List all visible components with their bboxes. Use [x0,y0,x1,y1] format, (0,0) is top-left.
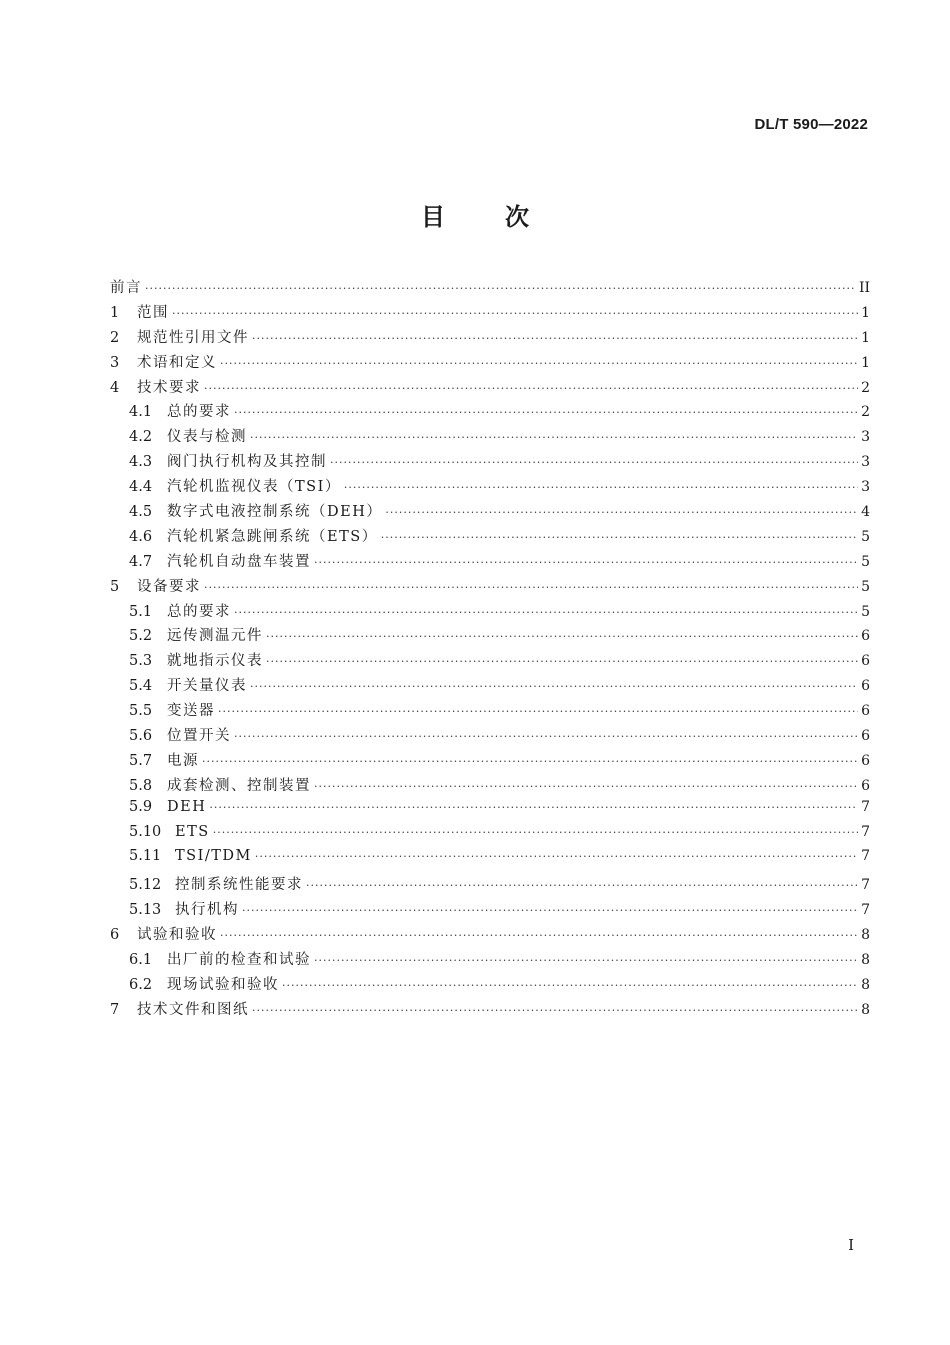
toc-entry-number: 6 [110,927,120,944]
toc-entry-label: 远传测温元件 [167,628,263,645]
dot-leader [218,705,858,718]
toc-entry-page: 3 [861,454,870,471]
toc-entry-page: 8 [861,952,870,969]
toc-entry[interactable] [110,898,870,923]
toc-entry-label: 执行机构 [175,902,239,919]
toc-entry-number: 5.2 [129,628,153,645]
toc-entry[interactable] [110,500,870,525]
toc-entry-label: 成套检测、控制装置 [167,777,311,794]
toc-entry-page: 8 [861,927,870,944]
toc-entry-number: 5.8 [129,777,153,794]
toc-entry[interactable] [110,973,870,998]
toc-entry-page: 6 [861,653,870,670]
toc-entry-label: 就地指示仪表 [167,653,263,670]
toc-entry-label: 位置开关 [167,728,231,745]
toc-entry-label: 汽轮机自动盘车装置 [167,553,311,570]
toc-entry-number: 4.4 [129,479,153,496]
toc-entry-page: 3 [861,479,870,496]
toc-entry-page: 5 [861,578,870,595]
toc-entry-page: 5 [861,553,870,570]
dot-leader [204,581,858,594]
toc-entry-label: DEH [167,798,207,815]
toc-entry-label: 技术文件和图纸 [137,1001,249,1018]
toc-entry-number: 3 [110,354,120,371]
dot-leader [145,282,856,295]
toc-entry[interactable] [110,624,870,649]
toc-entry[interactable] [110,749,870,774]
toc-entry-label: ETS [175,823,210,840]
toc-entry[interactable] [110,848,870,873]
toc-entry-number: 5.4 [129,678,153,695]
toc-entry-number: 4.2 [129,429,153,446]
toc-entry-number: 5.11 [129,848,162,865]
dot-leader [252,1004,858,1017]
toc-entry-page: 1 [861,354,870,371]
toc-entry-label: 电源 [167,752,199,769]
dot-leader [220,357,858,370]
toc-entry-label: 汽轮机监视仪表（TSI） [167,479,341,496]
toc-entry-page: 2 [861,379,870,396]
toc-entry-number: 7 [110,1001,120,1018]
toc-entry[interactable] [110,450,870,475]
toc-entry-label: 总的要求 [167,603,231,620]
toc-entry-number: 4.3 [129,454,153,471]
toc-entry-label: 阀门执行机构及其控制 [167,454,327,471]
toc-entry[interactable] [110,326,870,351]
toc-entry-page: 2 [861,404,870,421]
dot-leader [220,929,858,942]
toc-entry[interactable] [110,301,870,326]
toc-entry[interactable] [110,923,870,948]
table-of-contents [110,276,870,1023]
toc-entry[interactable] [110,600,870,625]
toc-entry[interactable] [110,550,870,575]
dot-leader [314,954,858,967]
toc-entry-label: 现场试验和验收 [167,976,279,993]
toc-entry-number: 5.3 [129,653,153,670]
toc-entry-page: 6 [861,752,870,769]
toc-entry-label: 控制系统性能要求 [175,877,303,894]
dot-leader [306,879,858,892]
toc-entry-label: 规范性引用文件 [137,329,249,346]
toc-entry-number: 5.7 [129,752,153,769]
dot-leader [234,730,858,743]
dot-leader [252,332,858,345]
dot-leader [250,431,858,444]
page-number: I [848,1236,854,1254]
dot-leader [330,456,858,469]
toc-entry[interactable] [110,674,870,699]
toc-entry-label: 出厂前的检查和试验 [167,952,311,969]
dot-leader [250,680,858,693]
toc-entry[interactable] [110,998,870,1023]
toc-entry-number: 5.6 [129,728,153,745]
toc-entry-page: 5 [861,603,870,620]
toc-entry[interactable] [110,774,870,799]
toc-entry-page: 6 [861,728,870,745]
toc-entry-number: 1 [110,304,120,321]
dot-leader [266,630,858,643]
toc-entry[interactable] [110,475,870,500]
toc-entry[interactable] [110,351,870,376]
dot-leader [204,382,858,395]
toc-entry-label: 术语和定义 [137,354,217,371]
toc-entry-page: 7 [861,823,870,840]
dot-leader [255,850,858,863]
toc-entry-label: 试验和验收 [137,927,217,944]
toc-entry-page: 5 [861,528,870,545]
toc-entry-label: 技术要求 [137,379,201,396]
toc-entry[interactable] [110,948,870,973]
toc-entry-number: 5 [110,578,120,595]
toc-entry[interactable] [110,525,870,550]
toc-entry-label: 范围 [137,304,169,321]
toc-entry-page: 4 [861,504,870,521]
toc-entry-page: II [858,280,870,296]
toc-entry-label: 数字式电液控制系统（DEH） [167,504,383,521]
toc-entry[interactable] [110,575,870,600]
toc-entry-label: 开关量仪表 [167,678,247,695]
page-title: 目次 [421,203,589,231]
toc-entry[interactable] [110,699,870,724]
toc-entry-page: 3 [861,429,870,446]
toc-entry-number: 5.1 [129,603,153,620]
toc-entry-page: 8 [861,976,870,993]
toc-entry-page: 6 [861,628,870,645]
toc-entry-number: 2 [110,329,120,346]
toc-entry-number: 6.1 [129,952,153,969]
toc-entry-label: 变送器 [167,703,215,720]
toc-entry[interactable] [110,276,870,301]
toc-entry[interactable] [110,400,870,425]
dot-leader [314,556,858,569]
toc-entry-label: 总的要求 [167,404,231,421]
dot-leader [282,979,858,992]
toc-entry-number: 4.6 [129,528,153,545]
dot-leader [242,904,858,917]
toc-entry-number: 4.1 [129,404,153,421]
dot-leader [213,826,858,839]
toc-entry-number: 5.5 [129,703,153,720]
toc-entry[interactable] [110,376,870,401]
toc-entry-label: 设备要求 [137,578,201,595]
toc-entry-label: 仪表与检测 [167,429,247,446]
standard-code: DL/T 590—2022 [754,116,868,133]
toc-entry[interactable] [110,799,870,824]
dot-leader [385,506,858,519]
toc-entry-page: 7 [861,877,870,894]
dot-leader [172,307,858,320]
dot-leader [314,780,858,793]
dot-leader [202,755,858,768]
toc-entry-page: 1 [861,304,870,321]
toc-entry[interactable] [110,425,870,450]
dot-leader [234,606,858,619]
toc-entry-page: 6 [861,703,870,720]
toc-entry-page: 7 [861,902,870,919]
toc-entry[interactable] [110,649,870,674]
dot-leader [209,801,858,814]
dot-leader [266,655,858,668]
toc-entry[interactable] [110,724,870,749]
toc-entry-label: 汽轮机紧急跳闸系统（ETS） [167,528,378,545]
toc-entry-number: 4.5 [129,504,153,521]
toc-entry[interactable] [110,873,870,898]
toc-entry-number: 5.12 [129,877,162,894]
toc-entry-number: 4 [110,379,120,396]
toc-entry-page: 1 [861,329,870,346]
toc-entry-page: 8 [861,1001,870,1018]
toc-entry-page: 6 [861,678,870,695]
toc-entry-number: 6.2 [129,976,153,993]
toc-entry-number: 4.7 [129,553,153,570]
toc-entry-label: TSI/TDM [175,848,252,865]
toc-entry-page: 6 [861,777,870,794]
toc-entry[interactable] [110,824,870,849]
toc-entry-number: 5.13 [129,902,162,919]
toc-entry-number: 5.9 [129,798,153,815]
dot-leader [344,481,858,494]
toc-entry-number: 5.10 [129,823,162,840]
toc-entry-page: 7 [861,848,870,865]
toc-entry-label: 前言 [110,280,142,296]
dot-leader [381,531,858,544]
dot-leader [234,406,858,419]
toc-entry-page: 7 [861,798,870,815]
